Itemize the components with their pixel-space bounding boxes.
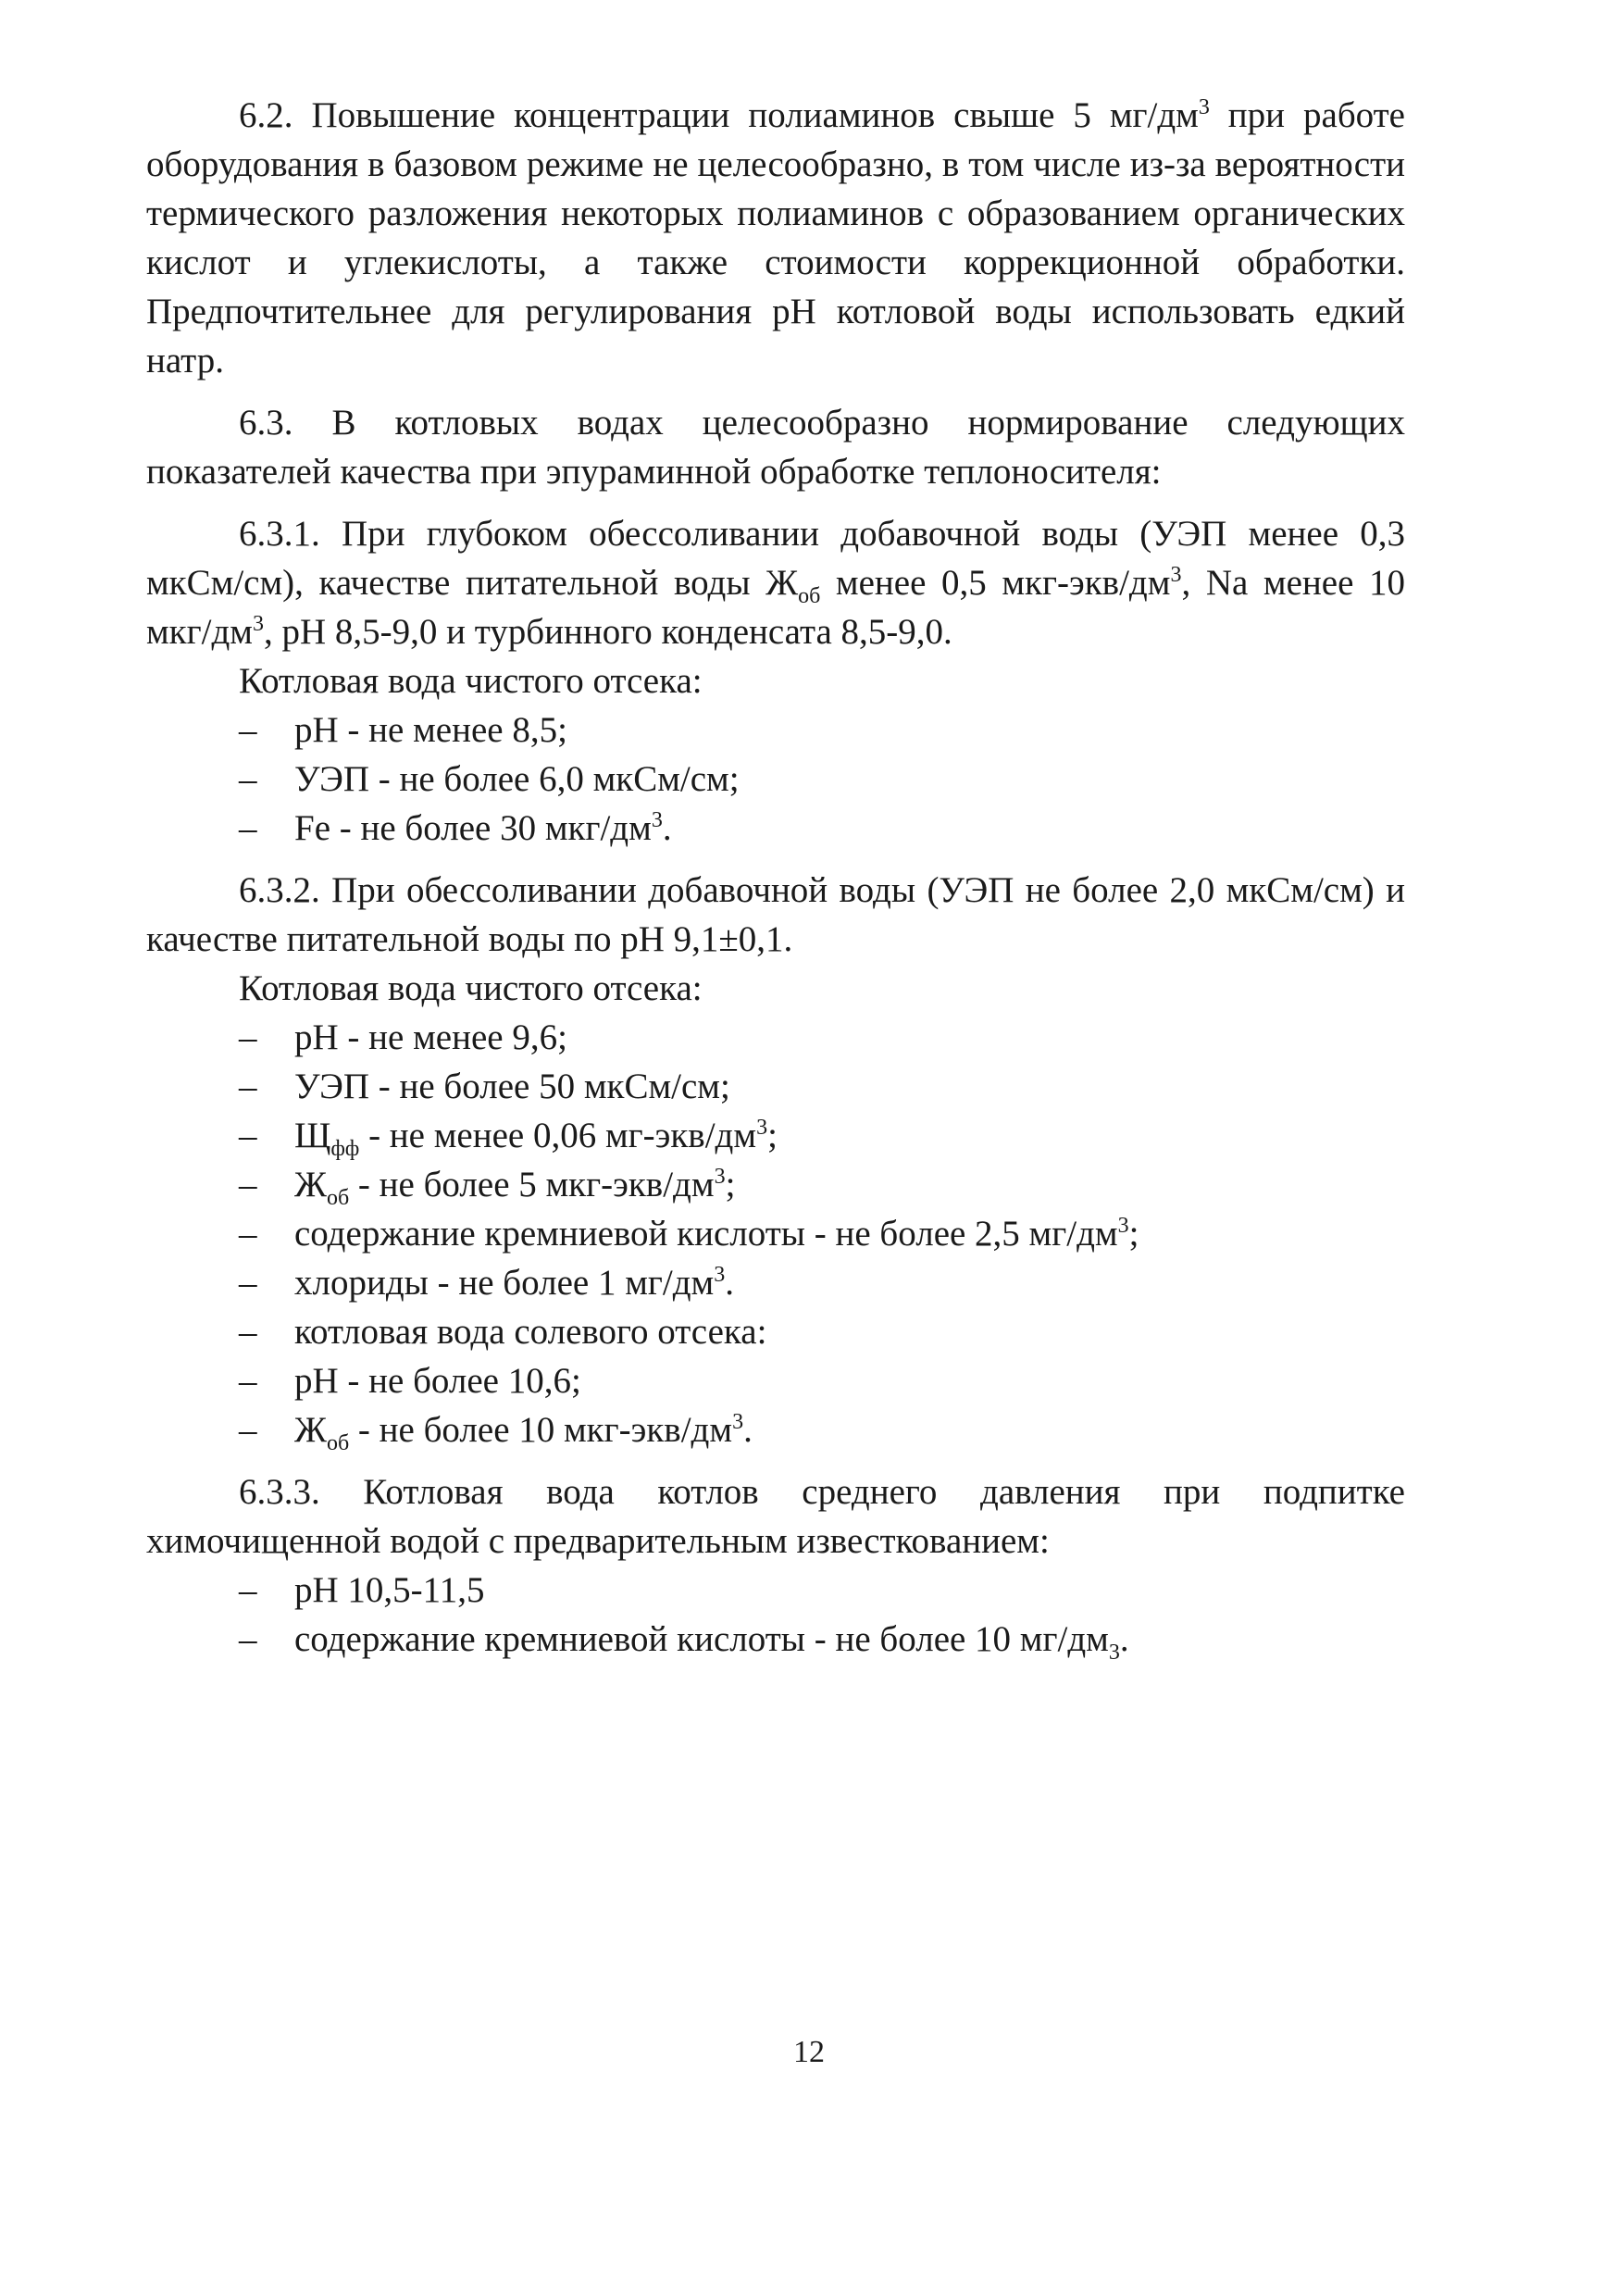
document-page [146,91,1405,1664]
paragraph-6-3-1: 6.3.1. При глубоком обессоливании добавочной воды (УЭП менее 0,3 мкСм/см), качестве питательной воды $Ж_{об}$ менее 0,5 мкг-$экв/дм^3$, Na менее 10 мкг/$дм^3$, рН 8,5-9,0 и турбинного конденсата 8,5-9,0. [146,514,1405,652]
list-6-3-3 [146,1566,1405,1664]
dash-marker: – [239,759,257,799]
subheading-clean-compartment-1: Котловая вода чистого отсека: [239,661,703,701]
paragraph-6-3-3: 6.3.3. Котловая вода котлов среднего давления при подпитке химочищенной водой с предварительным известкованием: [146,1472,1405,1561]
dash-marker: – [239,1165,257,1204]
list-item: – УЭП - не более 50 мкСм/см; [146,1062,1405,1111]
list-item: – Fe - не более 30 мкг/$дм^3$. [146,804,1405,853]
dash-marker: – [239,1214,257,1254]
list-item: – котловая вода солевого отсека: [146,1307,1405,1356]
dash-marker: – [239,1263,257,1303]
paragraph-6-3: 6.3. В котловых водах целесообразно нормирование следующих показателей качества при эпураминной обработке теплоносителя: [146,403,1405,492]
dash-marker: – [239,1410,257,1450]
list-item: – рН - не более 10,6; [146,1356,1405,1405]
dash-marker: – [239,1570,257,1610]
list-6-3-1 [146,705,1405,853]
dash-marker: – [239,1067,257,1106]
list-item: – содержание кремниевой кислоты - не более 10 $мг/дм_3$. [146,1615,1405,1664]
page-number: 12 [793,2035,825,2069]
list-item: – УЭП - не более 6,0 мкСм/см; [146,755,1405,804]
list-item: – рН - не менее 9,6; [146,1013,1405,1062]
list-item: – рН - не менее 8,5; [146,705,1405,755]
dash-marker: – [239,1017,257,1057]
subheading-clean-compartment-2: Котловая вода чистого отсека: [239,968,703,1008]
list-item: – хлориды - не более 1 $мг/дм^3$. [146,1258,1405,1307]
dash-marker: – [239,710,257,750]
list-item: – рН 10,5-11,5 [146,1566,1405,1615]
list-item: – $Щ_{фф}$ - не менее 0,06 $мг-экв/дм^3$; [146,1111,1405,1160]
dash-marker: – [239,808,257,848]
list-item: – содержание кремниевой кислоты - не более 2,5 $мг/дм^3$; [146,1209,1405,1258]
paragraph-6-2: 6.2. Повышение концентрации полиаминов свыше 5 $мг/дм^3$ при работе оборудования в базовом режиме не целесообразно, в том числе из-за вероятности термического разложения некоторых полиаминов с образованием органических кислот и углекислоты, а также стоимости коррекционной обработки. Предпочтительнее для регулирования рН котловой воды использовать едкий натр. [146,95,1405,381]
list-item: – $Ж_{об}$ - не более 10 мкг-$экв/дм^3$. [146,1405,1405,1454]
list-item: – $Ж_{об}$ - не более 5 мкг-$экв/дм^3$; [146,1160,1405,1209]
dash-marker: – [239,1361,257,1401]
paragraph-6-3-2: 6.3.2. При обессоливании добавочной воды (УЭП не более 2,0 мкСм/см) и качестве питательной воды по рН 9,1±0,1. [146,870,1405,959]
dash-marker: – [239,1619,257,1659]
dash-marker: – [239,1312,257,1352]
list-6-3-2 [146,1013,1405,1454]
dash-marker: – [239,1116,257,1155]
